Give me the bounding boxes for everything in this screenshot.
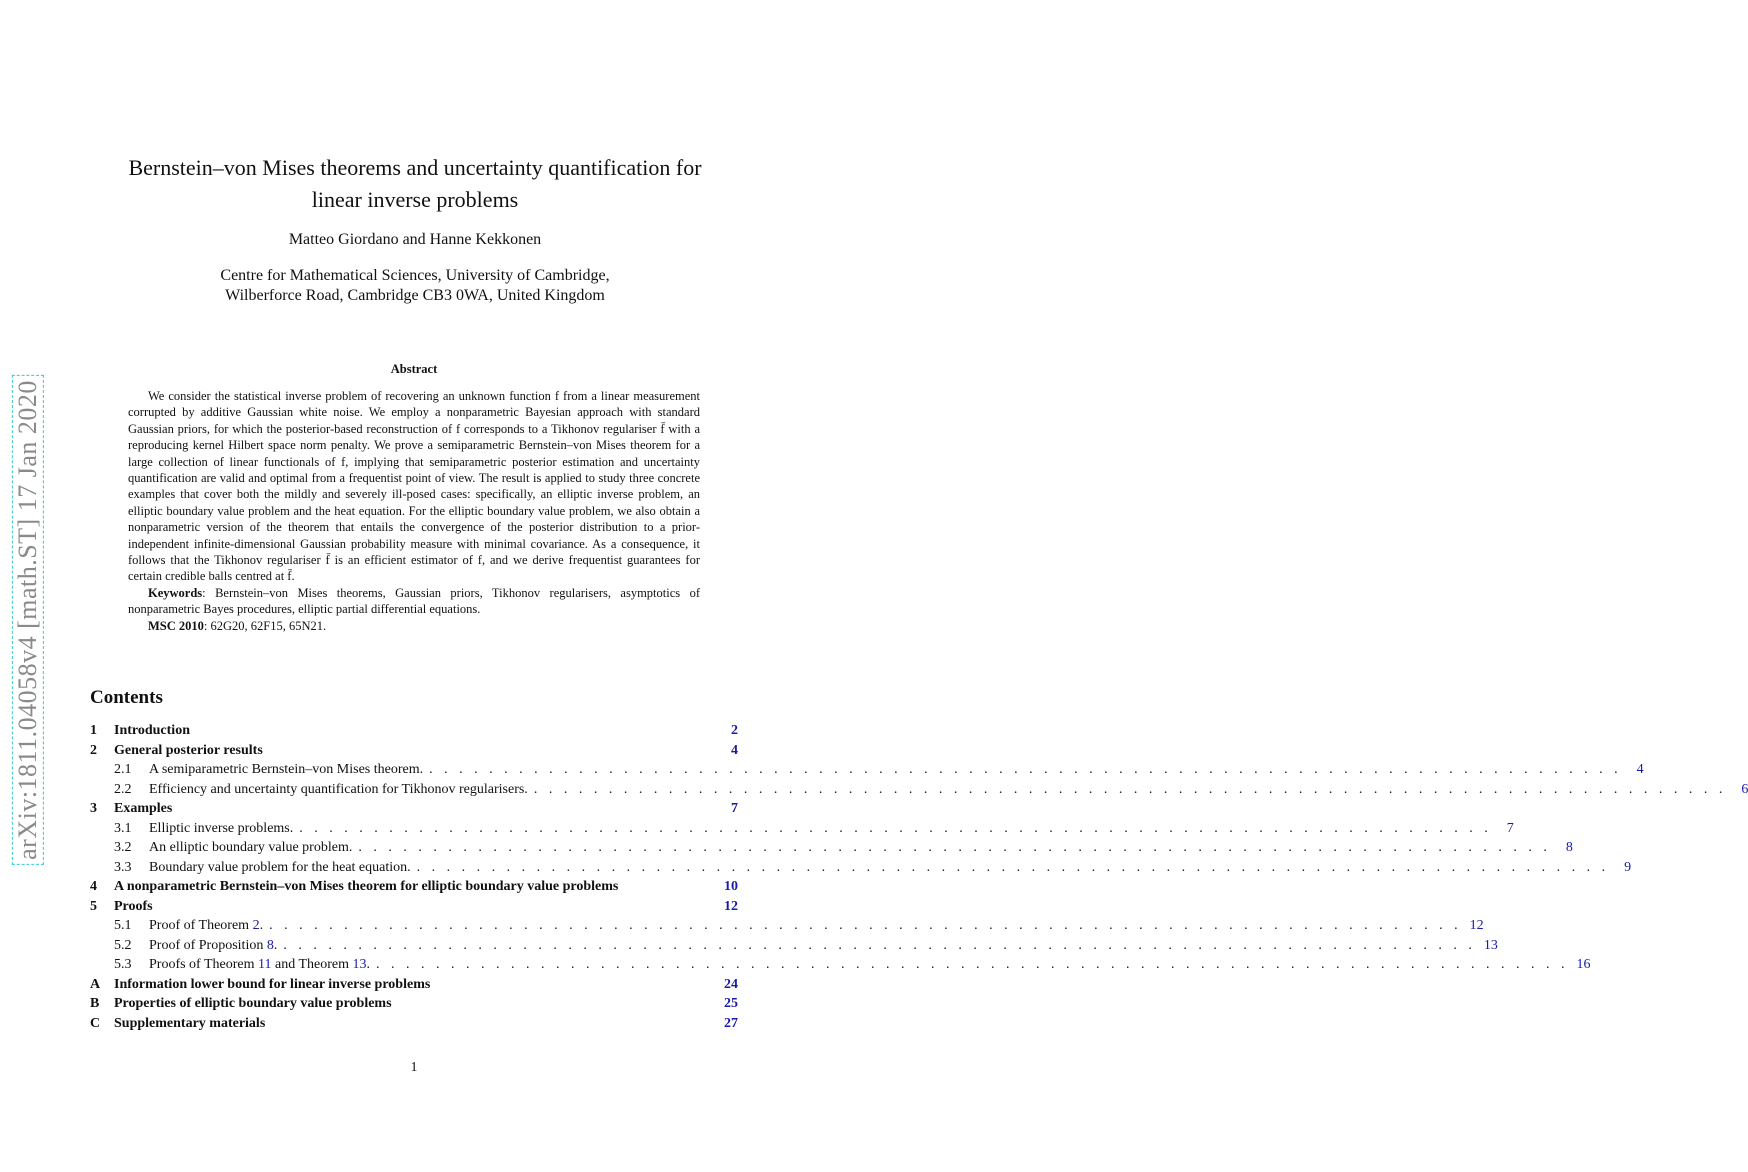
toc-label-text: Examples [114, 801, 173, 816]
toc-label [114, 899, 153, 915]
toc-dot-leader: . . . . . . . . . . . . . . . . . . . . . . . . . . . . . . . . . . . . . . . . . . . . . . . . . . . . . . . . . . . . . . . . . . . . . . . . . . . . . . . . [299, 820, 1492, 836]
toc-label [114, 1016, 265, 1032]
toc-cross-reference-link[interactable]: 11 [258, 957, 272, 972]
toc-label-text: . [273, 937, 278, 953]
toc-label-text: Elliptic inverse problems. [149, 820, 294, 836]
toc-page-link[interactable]: 24 [724, 976, 738, 992]
toc-label-text: Efficiency and uncertainty quantification for Tikhonov regularisers. [149, 781, 528, 797]
toc-page-link[interactable]: 13 [1483, 937, 1498, 953]
toc-label-text: General posterior results [114, 742, 263, 758]
toc-number: C [90, 1015, 101, 1031]
toc-section-row[interactable] [90, 899, 738, 919]
toc-dot-leader: . . . . . . . . . . . . . . . . . . . . . . . . . . . . . . . . . . . . . . . . . . . . . . . . . . . . . . . . . . . . . . . . . . . . . . . . . . . . . . . . [429, 762, 1622, 777]
toc-label [114, 879, 618, 895]
toc-page-link[interactable]: 4 [1636, 762, 1644, 777]
toc-number: B [90, 996, 100, 1011]
toc-page-link[interactable]: 8 [1565, 840, 1573, 855]
toc-number: 5.1 [114, 918, 132, 933]
msc-classification [128, 618, 700, 634]
toc-label-text: Information lower bound for linear inverse problems [114, 976, 431, 992]
toc-page-link[interactable]: 2 [731, 723, 738, 738]
toc-page-link[interactable]: 16 [1576, 957, 1591, 972]
toc-label [149, 918, 263, 934]
toc-label [114, 801, 172, 817]
toc-subsection-row[interactable] [90, 957, 1591, 977]
keywords-label: Keywords [148, 585, 203, 600]
toc-label [114, 977, 430, 993]
toc-page-link[interactable]: 12 [1469, 918, 1484, 933]
toc-cross-reference-link[interactable]: 13 [352, 957, 367, 972]
toc-section-row[interactable] [90, 977, 738, 997]
toc-label-text: . [259, 918, 264, 933]
toc-dot-leader: . . . . . . . . . . . . . . . . . . . . . . . . . . . . . . . . . . . . . . . . . . . . . . . . . . . . . . . . . . . . . . . . . . . . . . . . . . . . . . . . [416, 859, 1610, 875]
title-line-1: Bernstein–von Mises theorems and uncertainty quantification for [128, 155, 702, 180]
toc-page-link[interactable]: 6 [1741, 781, 1748, 797]
abstract-heading: Abstract [390, 362, 438, 376]
toc-label [149, 860, 411, 876]
toc-page-link[interactable]: 25 [724, 996, 738, 1011]
authors: Matteo Giordano and Hanne Kekkonen [288, 231, 542, 248]
toc-label-text: and Theorem [271, 957, 353, 972]
toc-number: 2.2 [114, 781, 132, 797]
toc-page-link[interactable]: 7 [1506, 820, 1514, 836]
abstract-body [128, 388, 700, 634]
toc-subsection-row[interactable] [90, 840, 1573, 860]
toc-section-row[interactable] [90, 996, 738, 1016]
toc-page-link[interactable]: 9 [1624, 859, 1632, 875]
toc-section-row[interactable] [90, 723, 738, 743]
toc-subsection-row[interactable] [90, 820, 1514, 841]
affiliation-line-1: Centre for Mathematical Sciences, University of Cambridge, [220, 267, 610, 284]
table-of-contents [90, 723, 1748, 1035]
toc-number: 3.3 [114, 859, 132, 875]
toc-label-text: Supplementary materials [114, 1015, 266, 1031]
paper-title [90, 152, 740, 216]
toc-page-link[interactable]: 12 [724, 898, 738, 914]
toc-number: 3 [90, 801, 97, 816]
keywords [128, 585, 700, 618]
msc-label: MSC 2010 [148, 618, 204, 633]
toc-subsection-row[interactable] [90, 918, 1484, 938]
toc-label [114, 743, 263, 759]
toc-subsection-row[interactable] [90, 762, 1644, 782]
toc-number: 3.2 [114, 840, 132, 855]
toc-page-link[interactable]: 10 [724, 879, 738, 894]
toc-label [114, 996, 392, 1012]
toc-dot-leader: . . . . . . . . . . . . . . . . . . . . . . . . . . . . . . . . . . . . . . . . . . . . . . . . . . . . . . . . . . . . . . . . . . . . . . . . . . . . . . . . [533, 781, 1727, 797]
toc-label [149, 938, 277, 954]
toc-section-row[interactable] [90, 801, 738, 821]
toc-section-row[interactable] [90, 1016, 738, 1036]
affiliation-line-2: Wilberforce Road, Cambridge CB3 0WA, United Kingdom [225, 287, 605, 304]
toc-dot-leader: . . . . . . . . . . . . . . . . . . . . . . . . . . . . . . . . . . . . . . . . . . . . . . . . . . . . . . . . . . . . . . . . . . . . . . . . . . . . . . . . [269, 918, 1462, 933]
toc-label-text: An elliptic boundary value problem. [149, 840, 353, 855]
toc-label-text: Proofs [114, 898, 153, 914]
abstract-text: We consider the statistical inverse problem of recovering an unknown function f from a linear measurement corrupted by additive Gaussian white noise. We employ a nonparametric Bayesian approach with standard Gaussian priors, for which the posterior-based reconstruction of f corresponds to a Tikhonov regulariser f̄ with a reproducing kernel Hilbert space norm penalty. We prove a semiparametric Bernstein–von Mises theorem for a large collection of linear functionals of f, implying that semiparametric posterior estimation and uncertainty quantification are valid and optimal from a frequentist point of view. The result is applied to study three concrete examples that cover both the mildly and severely ill-posed cases: specifically, an elliptic inverse problem, an elliptic boundary value problem and the heat equation. For the elliptic boundary value problem, we also obtain a nonparametric version of the theorem that entails the convergence of the posterior distribution to a prior-independent infinite-dimensional Gaussian probability measure with minimal covariance. As a consequence, it follows that the Tikhonov regulariser f̄ is an efficient estimator of f, and we derive frequentist guarantees for certain credible balls centred at f̄. [128, 389, 700, 584]
toc-label-text: A semiparametric Bernstein–von Mises theorem. [149, 762, 424, 777]
toc-label [149, 762, 423, 778]
toc-subsection-row[interactable] [90, 937, 1498, 958]
toc-dot-leader: . . . . . . . . . . . . . . . . . . . . . . . . . . . . . . . . . . . . . . . . . . . . . . . . . . . . . . . . . . . . . . . . . . . . . . . . . . . . . . . . [358, 840, 1551, 855]
toc-label [114, 723, 190, 739]
toc-label-text: Proof of Theorem [149, 918, 253, 933]
msc-text: : 62G20, 62F15, 65N21. [203, 618, 327, 633]
toc-number: 3.1 [114, 820, 132, 836]
arxiv-identifier-text: arXiv:1811.04058v4 [math.ST] 17 Jan 2020 [12, 375, 44, 865]
toc-label-text: . [366, 957, 370, 972]
toc-subsection-row[interactable] [90, 781, 1748, 802]
arxiv-identifier-stamp[interactable] [8, 320, 48, 920]
toc-number: A [90, 976, 101, 992]
toc-label-text: Proofs of Theorem [149, 957, 258, 972]
toc-section-row[interactable] [90, 743, 738, 763]
toc-number: 1 [90, 723, 97, 738]
toc-dot-leader: . . . . . . . . . . . . . . . . . . . . . . . . . . . . . . . . . . . . . . . . . . . . . . . . . . . . . . . . . . . . . . . . . . . . . . . . . . . . . . . . [375, 957, 1569, 972]
toc-number: 5.2 [114, 937, 132, 953]
title-line-2: linear inverse problems [311, 187, 519, 212]
toc-cross-reference-link[interactable]: 2 [252, 918, 260, 933]
toc-page-link[interactable]: 27 [724, 1015, 738, 1031]
toc-label [149, 821, 293, 837]
toc-label-text: A nonparametric Bernstein–von Mises theorem for elliptic boundary value problems [114, 879, 619, 894]
toc-cross-reference-link[interactable]: 8 [266, 937, 274, 953]
toc-label [149, 957, 370, 973]
toc-number: 5 [90, 898, 97, 914]
toc-number: 2.1 [114, 762, 132, 777]
contents-heading: Contents [90, 687, 163, 708]
toc-section-row[interactable] [90, 879, 738, 899]
toc-label-text: Introduction [114, 723, 190, 738]
toc-number: 4 [90, 879, 97, 894]
toc-number: 5.3 [114, 957, 132, 972]
toc-subsection-row[interactable] [90, 859, 1632, 880]
toc-label-text: Boundary value problem for the heat equation. [149, 859, 411, 875]
affiliation [90, 266, 740, 306]
toc-page-link[interactable]: 7 [731, 801, 738, 816]
toc-number: 2 [90, 742, 97, 758]
toc-dot-leader: . . . . . . . . . . . . . . . . . . . . . . . . . . . . . . . . . . . . . . . . . . . . . . . . . . . . . . . . . . . . . . . . . . . . . . . . . . . . . . . . [283, 937, 1476, 953]
toc-page-link[interactable]: 4 [731, 742, 738, 758]
toc-label [149, 782, 528, 798]
page-number: 1 [410, 1060, 418, 1075]
keywords-text: : Bernstein–von Mises theorems, Gaussian priors, Tikhonov regularisers, asymptotics of nonparametric Bayes procedures, elliptic partial differential equations. [128, 585, 700, 617]
toc-label-text: Proof of Proposition [149, 937, 267, 953]
toc-label-text: Properties of elliptic boundary value problems [114, 996, 392, 1011]
toc-label [149, 840, 352, 856]
